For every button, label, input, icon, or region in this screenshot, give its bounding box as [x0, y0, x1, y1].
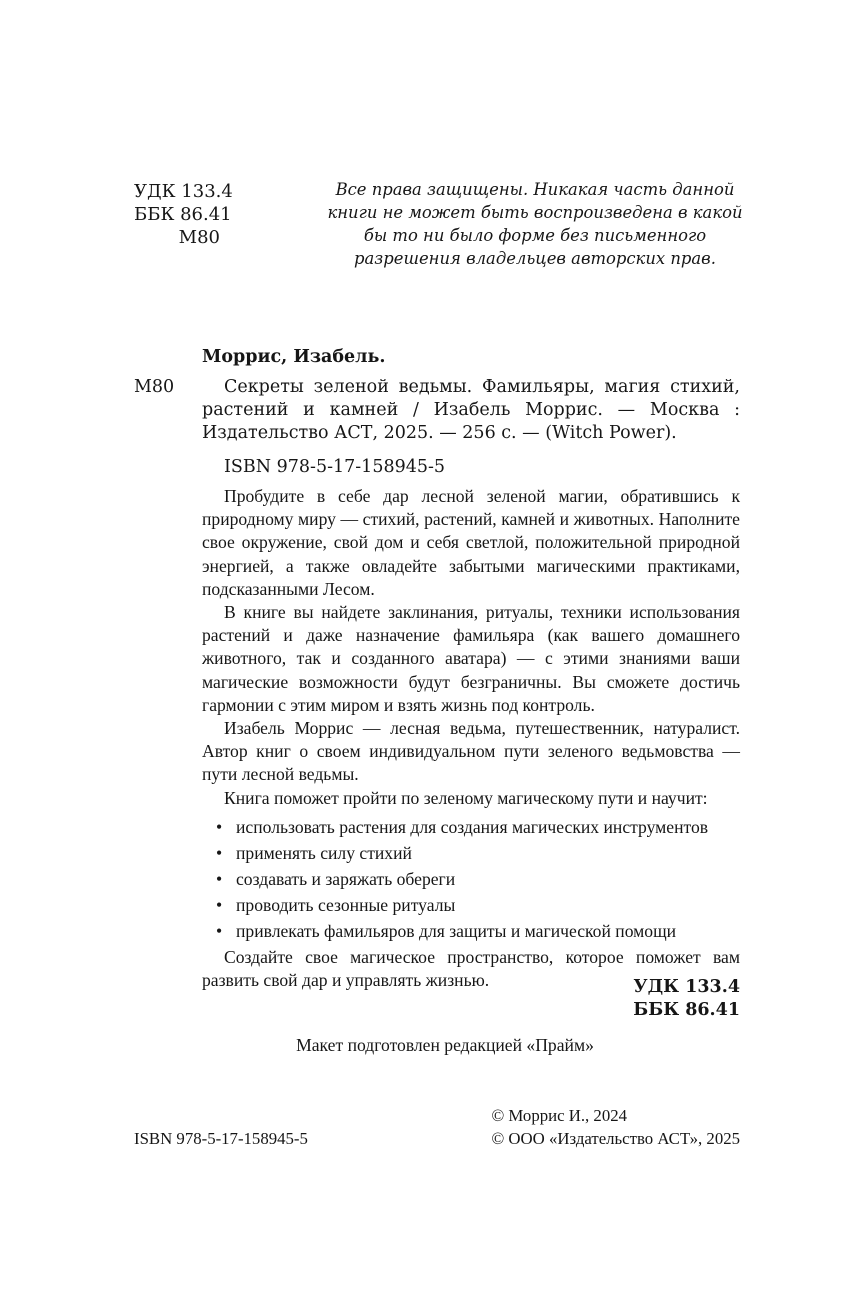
udk-code: УДК 133.4 [134, 181, 233, 202]
list-item-text: применять силу стихий [236, 842, 412, 863]
annotation-paragraph: В книге вы найдете заклинания, ритуалы, техники использования растений и даже назначение фамильяра (как вашего домашнего животного, так и созданного аватара) — с этими знаниями ваши магические возможности будут безграничны. Вы сможете достичь гармонии с этим миром и взять жизнь под контроль. [202, 602, 740, 715]
list-item [202, 814, 740, 840]
skills-list [202, 814, 740, 944]
bullet-icon: • [216, 894, 223, 915]
layout-credit: Макет подготовлен редакцией «Прайм» [296, 1035, 594, 1055]
isbn-bottom: ISBN 978-5-17-158945-5 [134, 1129, 308, 1148]
bullet-icon: • [216, 868, 223, 889]
copyright-author: © Моррис И., 2024 [491, 1106, 627, 1125]
annotation-paragraph: Создайте свое магическое пространство, которое поможет вам развить свой дар и управлять жизнью. [202, 946, 740, 991]
list-item [202, 892, 740, 918]
copyrights [491, 1104, 740, 1150]
bbk-code-bottom: ББК 86.41 [633, 1000, 740, 1020]
rights-notice: Все права защищены. Никакая часть данной книги не может быть воспроизведена в какой бы то ни было форме без письменного разрешения владельцев авторских прав. [327, 180, 743, 268]
annotation-paragraph: Пробудите в себе дар лесной зеленой магии, обратившись к природному миру — стихий, растений, камней и животных. Наполните свое окружение, свой дом и себя светлой, положительной природной энергией, а также овладейте забытыми магическими практиками, подсказанными Лесом. [202, 486, 740, 599]
udk-code-bottom: УДК 133.4 [633, 977, 740, 997]
bibliographic-record: Секреты зеленой ведьмы. Фамильяры, магия стихий, растений и камней / Изабель Моррис. — Москва : Издательство АСТ, 2025. — 256 с. — (Witch Power). [202, 377, 740, 443]
isbn-main: ISBN 978-5-17-158945-5 [224, 457, 446, 477]
annotation-paragraph: Книга поможет пройти по зеленому магическому пути и научит: [224, 787, 708, 808]
copyright-publisher: © ООО «Издательство АСТ», 2025 [491, 1129, 740, 1148]
classification-codes [134, 180, 244, 249]
list-item-text: использовать растения для создания магических инструментов [236, 816, 709, 837]
bullet-icon: • [216, 816, 223, 837]
index-mark: М80 [134, 377, 175, 397]
list-item-text: привлекать фамильяров для защиты и магической помощи [236, 920, 677, 941]
bullet-icon: • [216, 842, 223, 863]
list-item [202, 866, 740, 892]
annotation-paragraph: Изабель Моррис — лесная ведьма, путешественник, натуралист. Автор книг о своем индивидуальном пути зеленого ведьмовства — пути лесной ведьмы. [202, 718, 740, 785]
list-item-text: проводить сезонные ритуалы [236, 894, 456, 915]
classification-bottom [633, 976, 740, 1022]
author-heading: Моррис, Изабель. [202, 347, 386, 367]
list-item-text: создавать и заряжать обереги [236, 868, 456, 889]
bullet-icon: • [216, 920, 223, 941]
bbk-code: ББК 86.41 [134, 204, 232, 225]
author-mark: М80 [178, 227, 220, 248]
list-item [202, 918, 740, 944]
list-item [202, 840, 740, 866]
annotation [202, 485, 740, 992]
